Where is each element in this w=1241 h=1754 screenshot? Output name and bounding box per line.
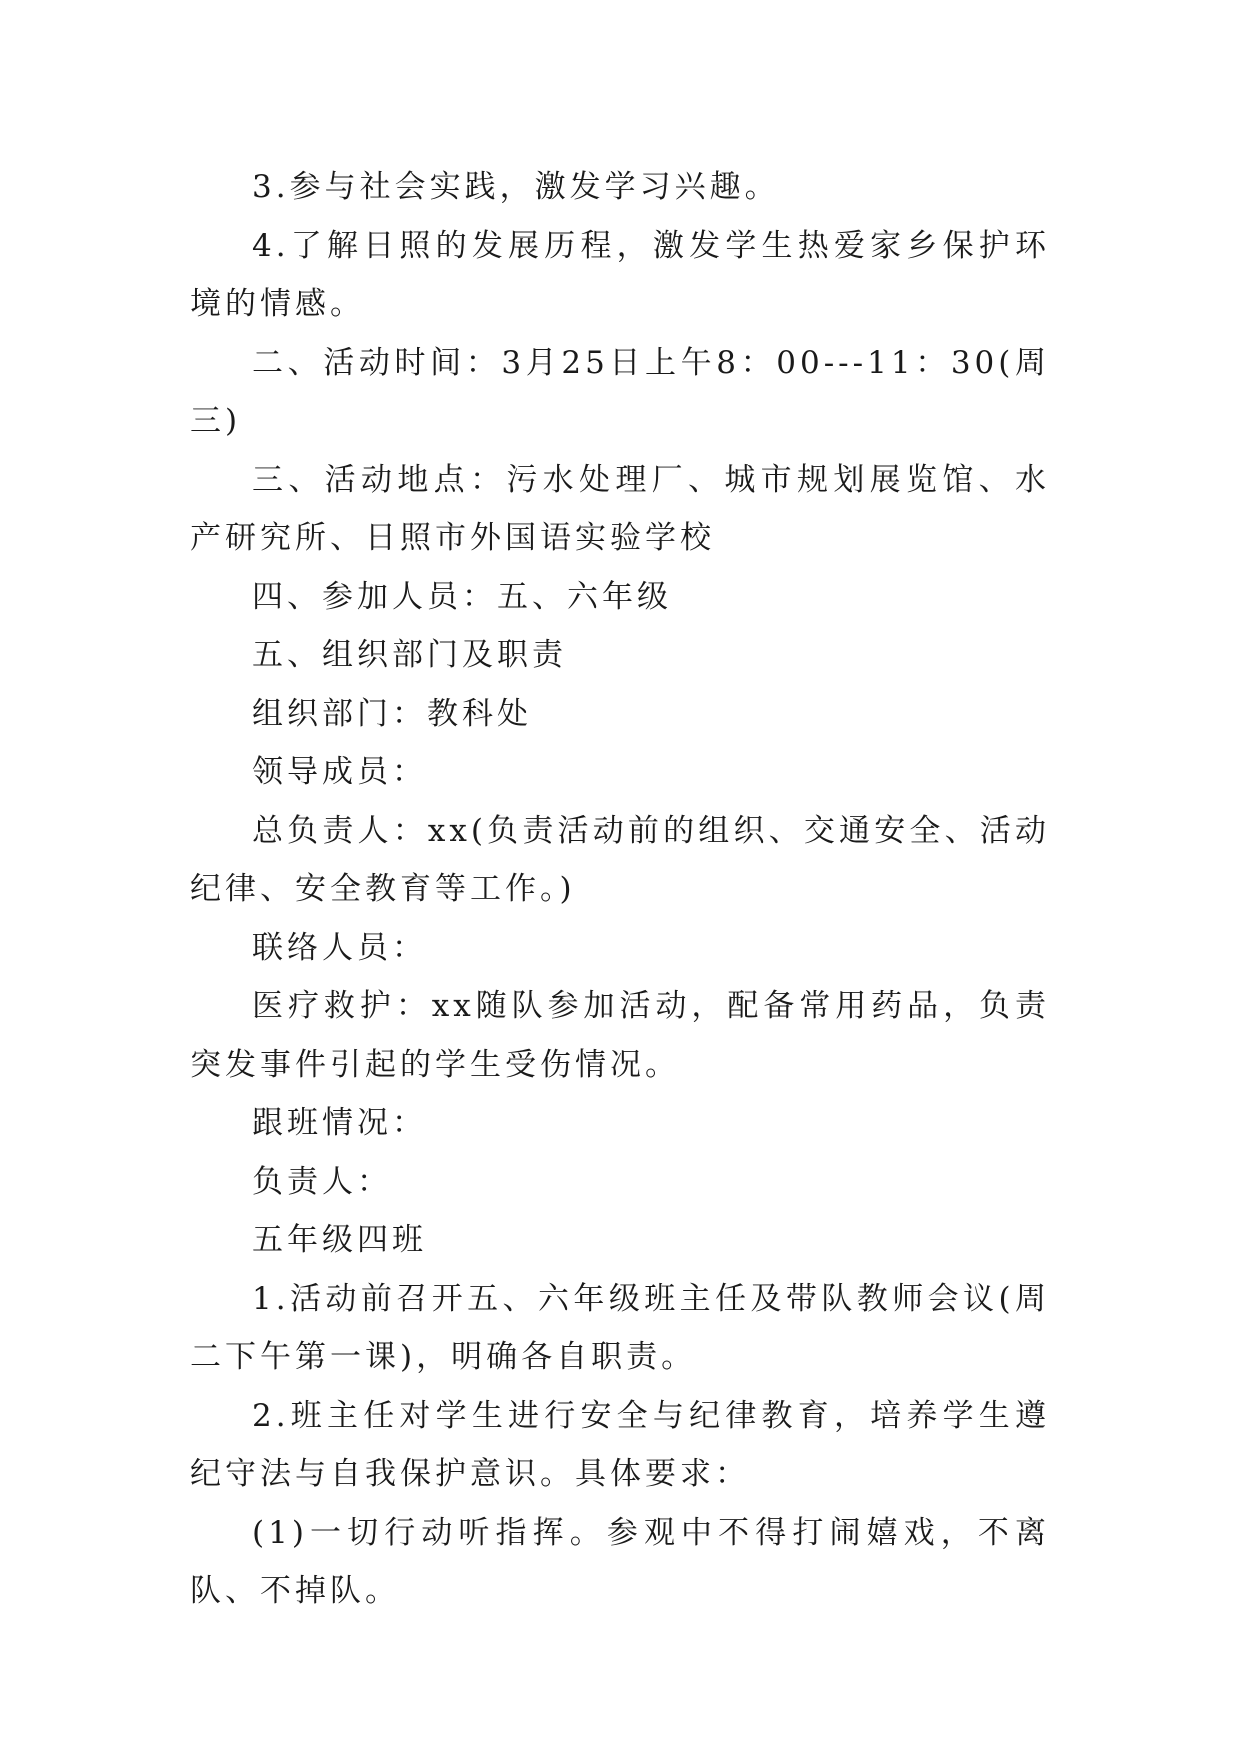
paragraph-step-1: 1.活动前召开五、六年级班主任及带队教师会议(周二下午第一课)，明确各自职责。	[190, 1280, 1050, 1375]
paragraph-goal-3: 3.参与社会实践，激发学习兴趣。	[252, 169, 780, 205]
paragraph-class-name: 五年级四班	[252, 1222, 427, 1258]
paragraph-organizing-department: 组织部门：教科处	[252, 695, 532, 732]
paragraph-chief-responsible: 总负责人：xx(负责活动前的组织、交通安全、活动纪律、安全教育等工作。)	[190, 812, 1050, 907]
paragraph-liaison: 联络人员：	[252, 929, 427, 966]
paragraph-class-followup: 跟班情况：	[252, 1105, 427, 1141]
document-page	[190, 158, 1050, 1621]
paragraph-participants: 四、参加人员：五、六年级	[252, 578, 672, 615]
paragraph-organization-heading: 五、组织部门及职责	[252, 637, 567, 673]
paragraph-step-2: 2.班主任对学生进行安全与纪律教育，培养学生遵纪守法与自我保护意识。具体要求：	[190, 1397, 1050, 1492]
paragraph-activity-time: 二、活动时间：3月25日上午8：00---11：30(周三)	[190, 344, 1050, 439]
paragraph-goal-4: 4.了解日照的发展历程，激发学生热爱家乡保护环境的情感。	[190, 227, 1050, 322]
paragraph-responsible-person: 负责人：	[252, 1163, 392, 1200]
paragraph-rule-1: (1)一切行动听指挥。参观中不得打闹嬉戏，不离队、不掉队。	[190, 1514, 1050, 1609]
paragraph-leadership: 领导成员：	[252, 754, 427, 790]
paragraph-medical: 医疗救护：xx随队参加活动，配备常用药品，负责突发事件引起的学生受伤情况。	[190, 988, 1050, 1083]
paragraph-activity-location: 三、活动地点：污水处理厂、城市规划展览馆、水产研究所、日照市外国语实验学校	[190, 461, 1050, 556]
